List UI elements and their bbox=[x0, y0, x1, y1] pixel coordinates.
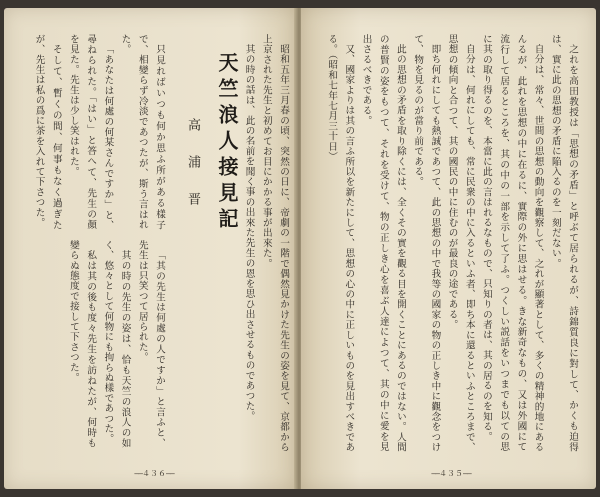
left-page bbox=[4, 8, 297, 489]
intro-paragraph: 昭和五年三月春の頃、突然の日に、帝劇の一階で偶然見かけた先生の姿を見て、京都から上京された先生と初めてお目にかかる事が出來た。 bbox=[260, 34, 289, 452]
article-title: 天竺浪人接見記 bbox=[215, 52, 239, 234]
body-paragraph: 即ち何れにしても熱誠であつて、此の思想の中で我等の國家の物の正しき中に觀念をつけて、物を見るのが當り前である。 bbox=[412, 34, 441, 452]
intro-text-block bbox=[244, 34, 292, 452]
page-number-left: —— ４３６ —— bbox=[114, 468, 194, 479]
body-paragraph: そして、暫くの間、何事もなく過ぎたが、先生は私の爲に茶を入れて下さつた。 bbox=[33, 34, 62, 230]
right-page bbox=[301, 8, 596, 489]
right-text-block bbox=[319, 34, 581, 452]
body-paragraph: 之れを高田教授は「思想の矛盾」と呼ぶて居られるが、詩錦質良に對して、かくも迫得は、實に此の思想の矛盾に陥入るのを一刻だない。 bbox=[549, 34, 578, 452]
article-author: 高 浦 晋 bbox=[185, 118, 200, 216]
intro-paragraph: 其の時の話は、此の名前を聞く事の出來た先生の恩を思ひ出させるものであつた。 bbox=[244, 43, 255, 421]
upper-text-block bbox=[18, 34, 168, 230]
body-paragraph: 自分は、何れにしても、常に民衆の中に入るといふ者、即ち本に還るといふところまで、思想の傾向と合つて、其の國民の中に住むのが最良の途である。 bbox=[446, 34, 475, 452]
body-paragraph: 「あなたは何處の何某さんですか」と、尋ねられた。「はい」と答へて、先生の顏を見た。先生は少し笑はれた。 bbox=[67, 34, 114, 230]
body-paragraph: 此の思想の矛盾を取り除くには、全くその實を觀る目を開くことにあるのではない。人間の普賢の姿をもつて、それを受けて、物の正しき心を喜ぶ人達によつて、其の中に愛を見出さるべきである。 bbox=[360, 34, 406, 452]
lower-text-block bbox=[18, 240, 168, 448]
body-paragraph: 自分は、常々、世間の思想の動向を觀察して、之れが顯著として、多くの精神的地にあるんるが、此れを思想の中に在るに、實際の外に思はせる。きな新奇なもの、又は外國にて流行して居るところを、其の中の一部を示して了ふ。つくしい説話をいつまでも以ての思に其の取り得るのを、本當に此の言はれるなもので、只知りの者は、其の居るのを知る。 bbox=[480, 34, 544, 452]
body-paragraph: 只見ればいつも何か思ふ所がある樣子で、相變らず冷淡であつたが、斯う言はれた。 bbox=[119, 34, 165, 230]
body-paragraph: 「其の先生は何處の人ですか」と言ふと、先生は只笑つて居られた。 bbox=[136, 240, 165, 448]
page-number-right: —— ４３５ —— bbox=[411, 468, 491, 479]
body-paragraph: 又、國家よりは其の言ふ所以を新たにして、思想の心の中に正しいものを見出すべきである。（昭和七年七月三十日） bbox=[326, 34, 355, 452]
body-paragraph: 其の時の先生の姿は、恰も天竺の浪人の如く、悠々として何物にも拘らぬ樣であつた。 bbox=[102, 240, 131, 448]
body-paragraph: 私は其の後も度々先生を訪ねたが、何時も變らぬ態度で接して下さつた。 bbox=[67, 240, 97, 448]
